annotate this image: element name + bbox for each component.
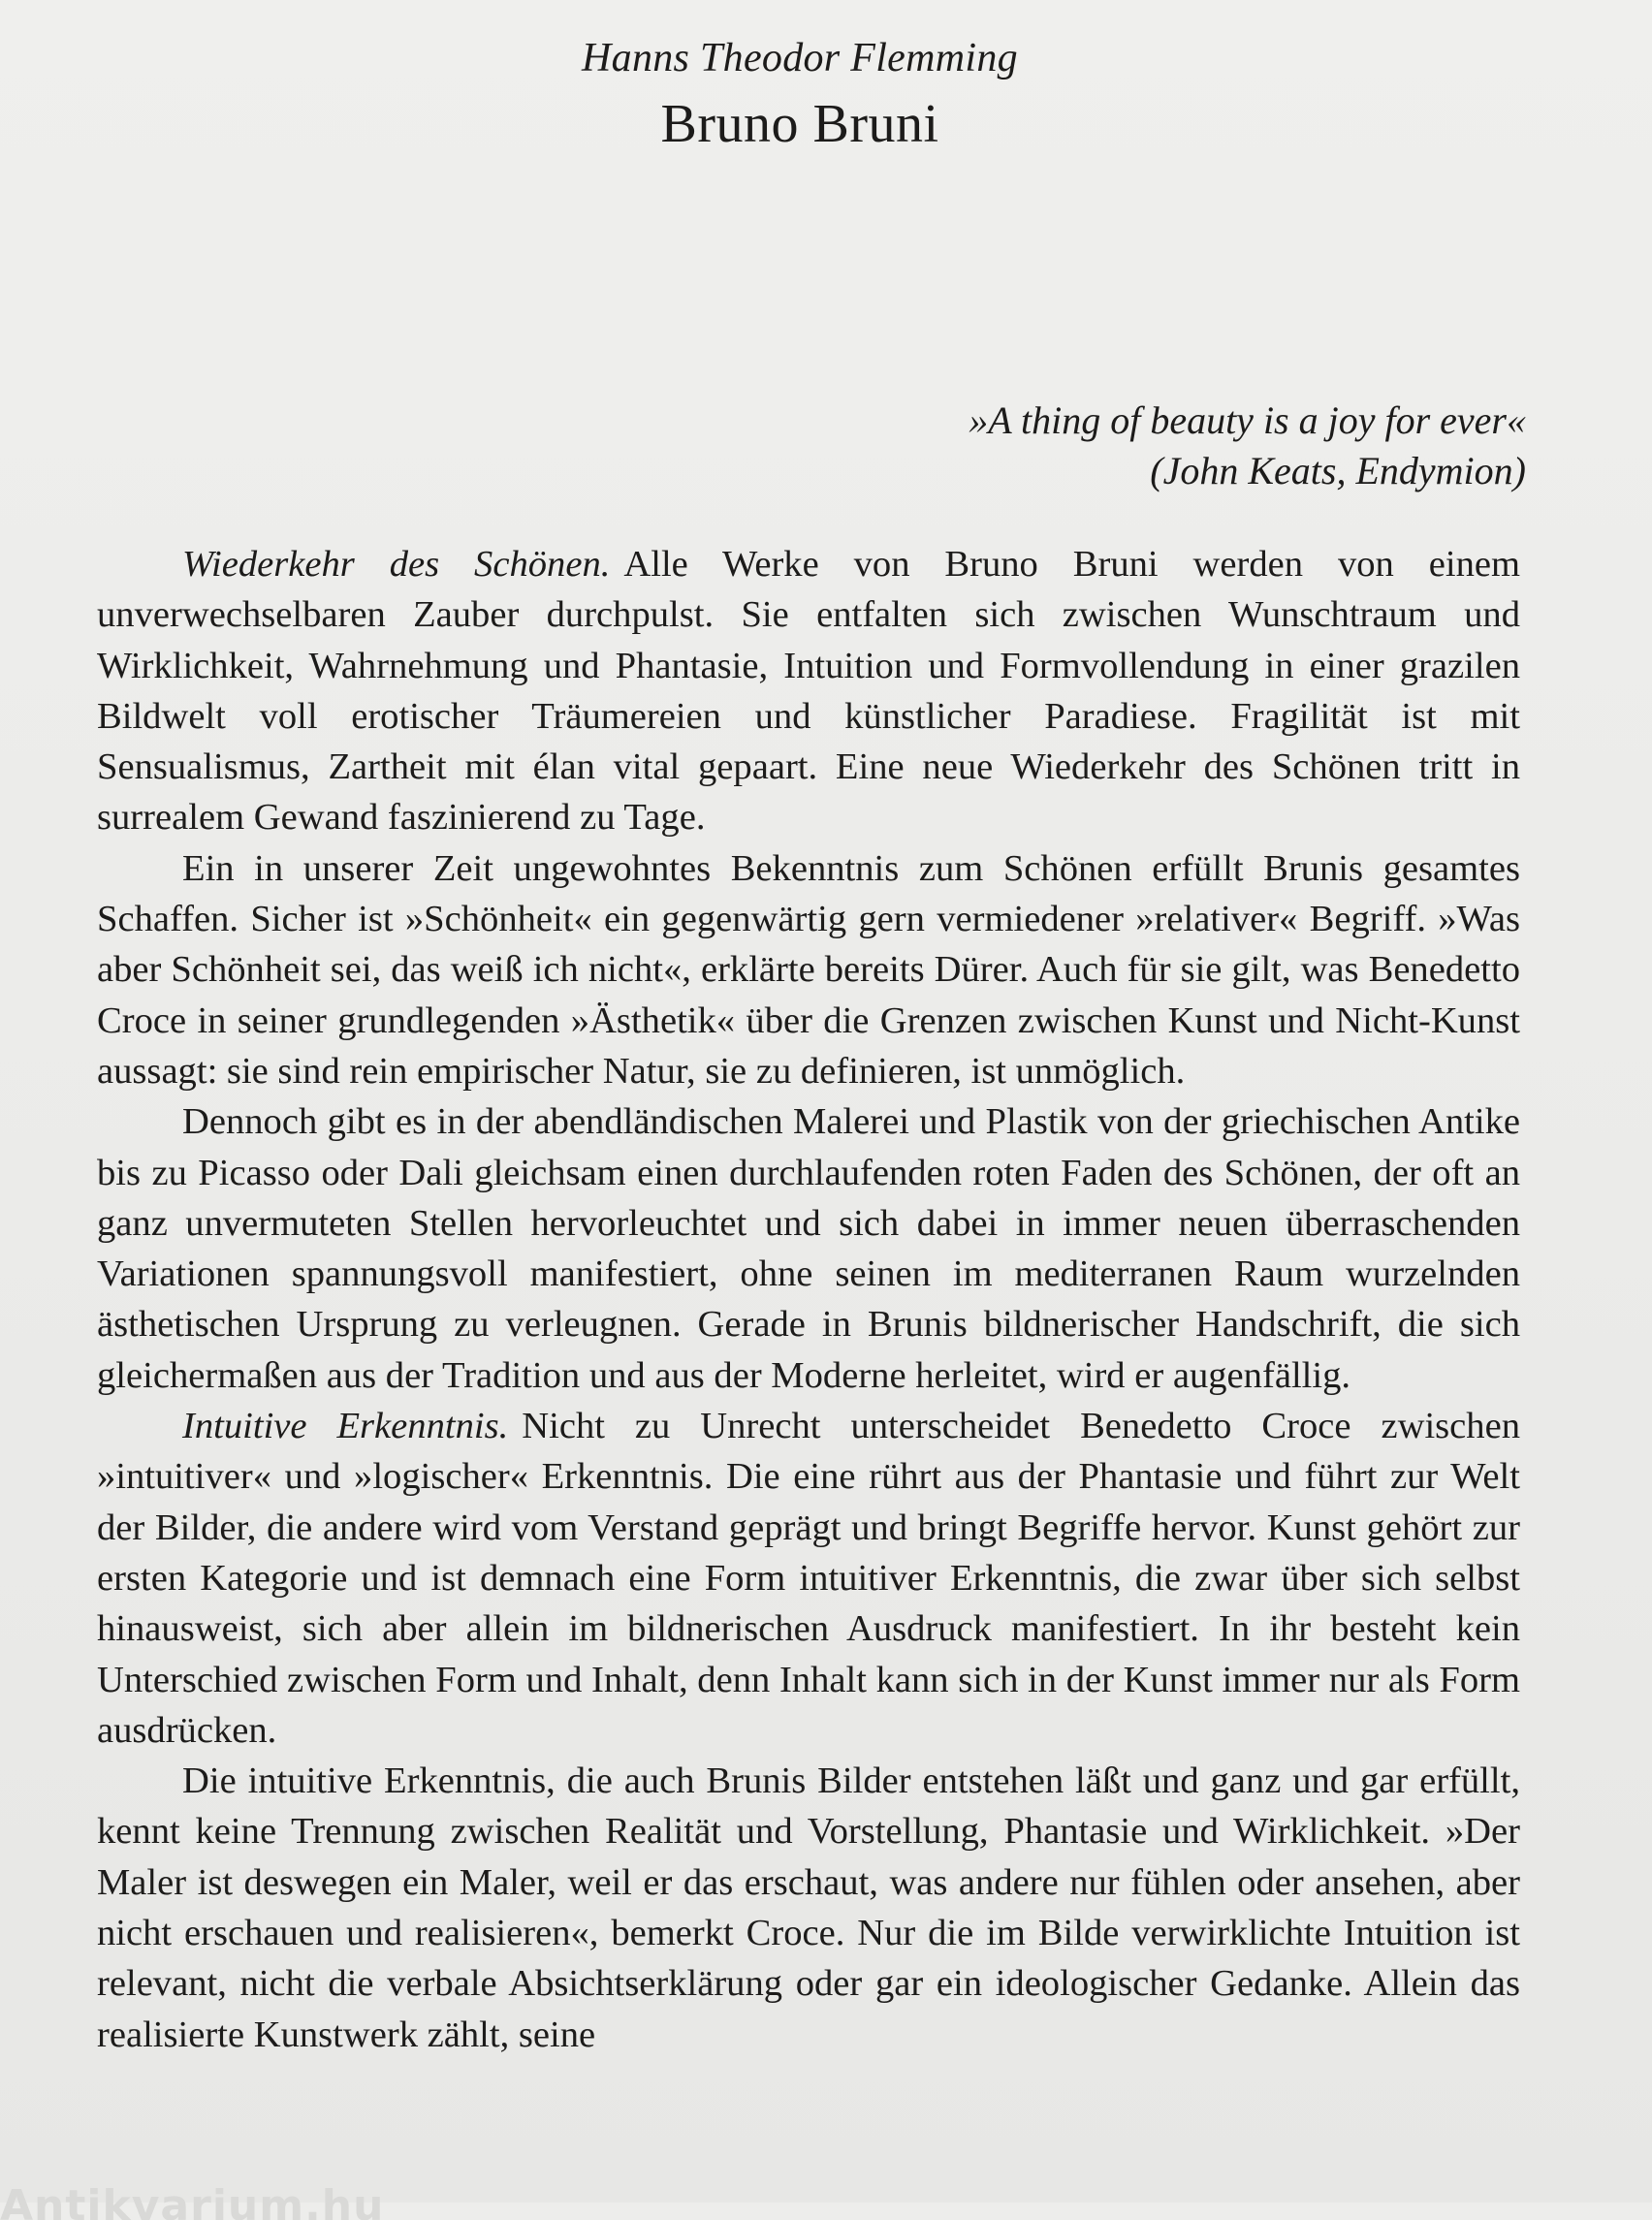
paragraph-text: Ein in unserer Zeit ungewohntes Bekenntnis zum Schönen erfüllt Brunis gesamtes Schaffen. Sicher ist »Schönheit« ein gegenwärtig gern vermiedener »relativer« Begriff. »Was aber Schönheit sei, das weiß ich nicht«, erklärte bereits Dürer. Auch für sie gilt, was Benedetto Croce in seiner grundlegenden »Ästhetik« über die Grenzen zwischen Kunst und Nicht-Kunst aussagt: sie sind rein empirischer Natur, sie zu definieren, ist unmöglich. [97,847,1520,1092]
paragraph [97,843,1520,1096]
section-heading: Intuitive Erkenntnis. [182,1406,509,1447]
paragraph-text: Nicht zu Unrecht unterscheidet Benedetto Croce zwischen »intuitiver« und »logischer« Erkenntnis. Die eine rührt aus der Phantasie und führt zur Welt der Bilder, die andere wird vom Verstand geprägt und bringt Begriffe hervor. Kunst gehört zur ersten Kategorie und ist demnach eine Form intuitiver Erkenntnis, die zwar über sich selbst hinausweist, sich aber allein im bildnerischen Ausdruck manifestiert. In ihr besteht kein Unterschied zwischen Form und Inhalt, denn Inhalt kann sich in der Kunst immer nur als Form ausdrücken. [97,1406,1521,1751]
page-title: Bruno Bruni [660,94,939,154]
watermark: Antikvarium.hu [0,2181,385,2220]
paragraph-text: Alle Werke von Bruno Bruni werden von einem unverwechselbaren Zauber durchpulst. Sie entfalten sich zwischen Wunschtraum und Wirklichkeit, Wahrnehmung und Phantasie, Intuition und Formvollendung in einer grazilen Bildwelt voll erotischer Träumereien und künstlicher Paradiese. Fragilität ist mit Sensualismus, Zartheit mit élan vital gepaart. Eine neue Wiederkehr des Schönen tritt in surrealem Gewand faszinierend zu Tage. [97,544,1520,839]
epigraph [653,396,1526,496]
paragraph-text: Dennoch gibt es in der abendländischen Malerei und Plastik von der griechischen Antike bis zu Picasso oder Dali gleichsam einen durchlaufenden roten Faden des Schönen, der oft an ganz unvermuteten Stellen hervorleuchtet und sich dabei in immer neuen überraschenden Variationen spannungsvoll manifestiert, ohne seinen im mediterranen Raum wurzelnden ästhetischen Ursprung zu verleugnen. Gerade in Brunis bildnerischer Handschrift, die sich gleichermaßen aus der Tradition und aus der Moderne herleitet, wird er augenfällig. [97,1101,1520,1396]
body-text [97,539,1520,2060]
section-heading: Wiederkehr des Schönen. [182,544,611,585]
epigraph-source: (John Keats, Endymion) [1150,449,1526,492]
paragraph [97,1401,1520,1756]
paragraph [97,1756,1520,2060]
author-name: Hanns Theodor Flemming [582,36,1018,80]
paragraph [97,539,1520,843]
paragraph [97,1096,1520,1401]
epigraph-quote: »A thing of beauty is a joy for ever« [969,398,1526,442]
paragraph-text: Die intuitive Erkenntnis, die auch Brunis Bilder entstehen läßt und ganz und gar erfüllt, kennt keine Trennung zwischen Realität und Vorstellung, Phantasie und Wirklichkeit. »Der Maler ist deswegen ein Maler, weil er das erschaut, was andere nur fühlen oder ansehen, aber nicht erschauen und realisieren«, bemerkt Croce. Nur die im Bilde verwirklichte Intuition ist relevant, nicht die verbale Absichtserklärung oder gar ein ideologischer Gedanke. Allein das realisierte Kunstwerk zählt, seine [97,1760,1520,2055]
